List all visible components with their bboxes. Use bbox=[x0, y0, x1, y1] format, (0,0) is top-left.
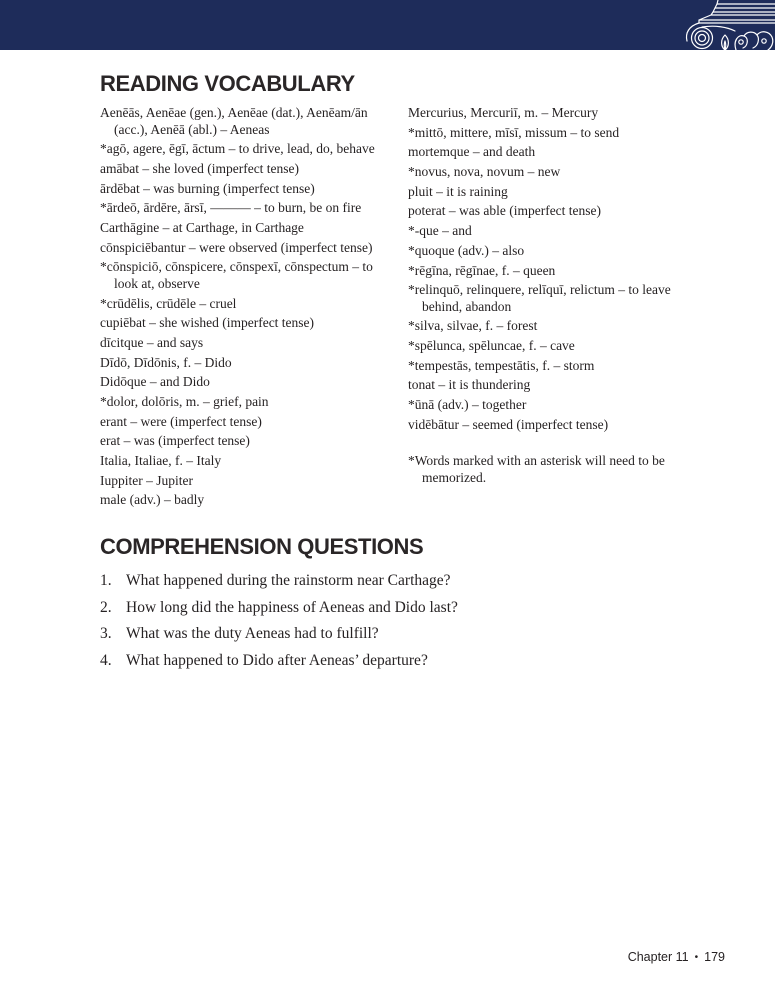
vocab-entry: *ārdeō, ārdēre, ārsī, ——— – to burn, be on fire bbox=[100, 200, 362, 216]
vocab-entry: *dolor, dolōris, m. – grief, pain bbox=[100, 393, 269, 409]
vocab-entry: Iuppiter – Jupiter bbox=[100, 472, 193, 488]
vocab-right-entries bbox=[408, 105, 693, 433]
page-content bbox=[0, 50, 775, 671]
vocab-entry: cupiēbat – she wished (imperfect tense) bbox=[100, 315, 315, 331]
comprehension-questions-title: COMPREHENSION QUESTIONS bbox=[100, 534, 424, 560]
question-number: 3. bbox=[100, 625, 112, 643]
vocab-left-column bbox=[100, 105, 385, 512]
question-text: How long did the happiness of Aeneas and Dido last? bbox=[126, 598, 458, 616]
vocab-entry: erant – were (imperfect tense) bbox=[100, 413, 262, 429]
question-item bbox=[100, 571, 660, 591]
vocab-entry: amābat – she loved (imperfect tense) bbox=[100, 160, 300, 176]
ionic-column-capital-icon bbox=[675, 0, 775, 50]
vocab-entry: *spēlunca, spēluncae, f. – cave bbox=[408, 338, 575, 354]
footer-separator: • bbox=[694, 952, 699, 963]
vocab-entry: *agō, agere, ēgī, āctum – to drive, lead, do, behave bbox=[100, 141, 375, 157]
vocab-entry: erat – was (imperfect tense) bbox=[100, 433, 250, 449]
vocab-entry: poterat – was able (imperfect tense) bbox=[408, 203, 602, 219]
question-text: What happened during the rainstorm near Carthage? bbox=[126, 572, 451, 590]
reading-vocabulary-title: READING VOCABULARY bbox=[100, 71, 355, 96]
vocab-entry: *mittō, mittere, mīsī, missum – to send bbox=[408, 124, 620, 140]
questions-list bbox=[100, 571, 775, 671]
vocab-entry: tonat – it is thundering bbox=[408, 377, 531, 393]
vocab-entry: Italia, Italiae, f. – Italy bbox=[100, 453, 222, 468]
question-text: What was the duty Aeneas had to fulfill? bbox=[126, 625, 379, 643]
vocab-entry: *crūdēlis, crūdēle – cruel bbox=[100, 295, 237, 311]
vocab-entry: *-que – and bbox=[408, 223, 472, 239]
page-footer bbox=[628, 950, 725, 964]
vocab-entry: *cōnspiciō, cōnspicere, cōnspexī, cōnspectum – to look at, observe bbox=[100, 259, 373, 291]
vocab-entry: *ūnā (adv.) – together bbox=[408, 397, 527, 413]
question-item bbox=[100, 651, 660, 671]
vocab-entry: *silva, silvae, f. – forest bbox=[408, 318, 538, 334]
vocab-entry: Aenēās, Aenēae (gen.), Aenēae (dat.), Aenēam/ān (acc.), Aenēā (abl.) – Aeneas bbox=[100, 105, 368, 137]
vocab-entry: Didōque – and Dido bbox=[100, 374, 210, 390]
vocab-entry: ārdēbat – was burning (imperfect tense) bbox=[100, 180, 315, 196]
vocab-entry: mortemque – and death bbox=[408, 144, 536, 160]
vocab-entry: *quoque (adv.) – also bbox=[408, 242, 525, 258]
header-band bbox=[0, 0, 775, 50]
vocab-entry: *rēgīna, rēgīnae, f. – queen bbox=[408, 262, 556, 278]
vocab-entry: Carthāgine – at Carthage, in Carthage bbox=[100, 219, 304, 235]
vocabulary-columns bbox=[100, 105, 775, 512]
question-item bbox=[100, 598, 660, 618]
vocab-entry: *novus, nova, novum – new bbox=[408, 164, 561, 180]
asterisk-note: *Words marked with an asterisk will need to be memorized. bbox=[408, 453, 665, 485]
question-number: 4. bbox=[100, 651, 112, 669]
vocab-entry: Dīdō, Dīdōnis, f. – Dido bbox=[100, 354, 232, 370]
vocab-entry: male (adv.) – badly bbox=[100, 492, 205, 508]
vocab-right-column bbox=[408, 105, 693, 500]
vocab-entry: cōnspiciēbantur – were observed (imperfect tense) bbox=[100, 239, 373, 255]
question-number: 1. bbox=[100, 572, 112, 590]
chapter-label: Chapter 11 bbox=[627, 950, 689, 964]
vocab-entry: pluit – it is raining bbox=[408, 183, 508, 199]
question-text: What happened to Dido after Aeneas’ departure? bbox=[126, 651, 428, 669]
vocab-entry: Mercurius, Mercuriī, m. – Mercury bbox=[408, 105, 599, 120]
vocab-entry: *relinquō, relinquere, relīquī, relictum – to leave behind, abandon bbox=[408, 282, 671, 314]
vocab-entry: dīcitque – and says bbox=[100, 334, 204, 350]
vocab-entry: *tempestās, tempestātis, f. – storm bbox=[408, 357, 595, 373]
question-item bbox=[100, 624, 660, 644]
vocab-entry: vidēbātur – seemed (imperfect tense) bbox=[408, 416, 609, 432]
page-number: 179 bbox=[704, 950, 725, 964]
question-number: 2. bbox=[100, 598, 112, 616]
